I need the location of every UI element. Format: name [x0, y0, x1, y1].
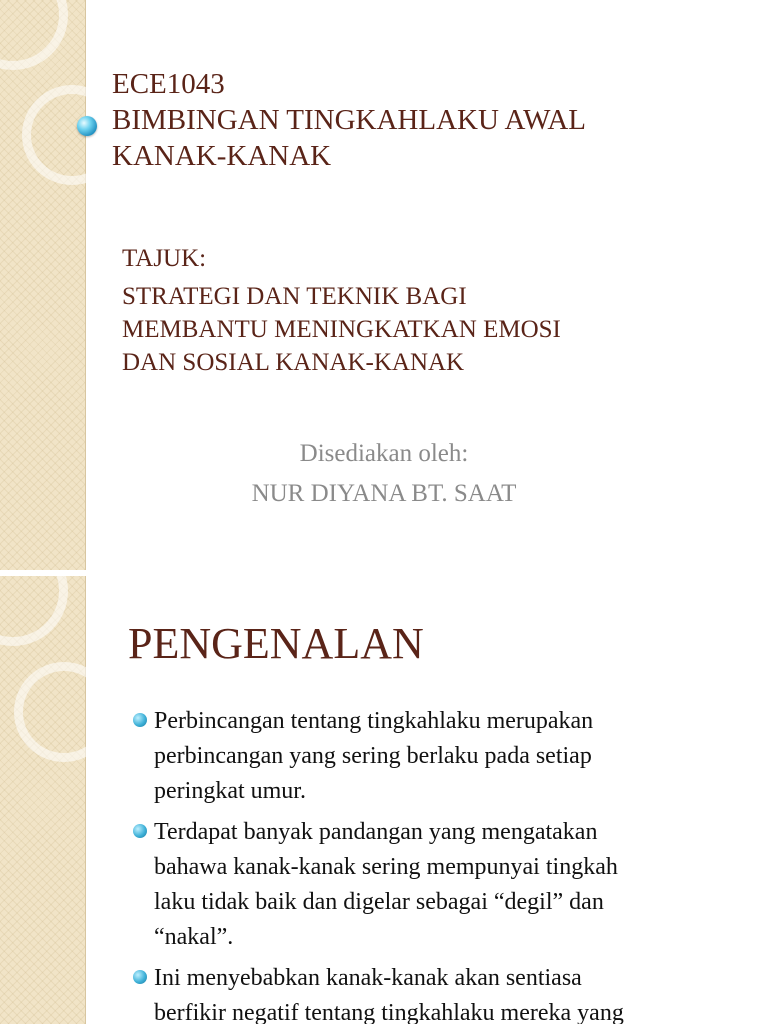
bullet-dot-icon: [133, 713, 147, 727]
decorative-ring: [14, 662, 114, 762]
bullet-line: Ini menyebabkan kanak-kanak akan sentiasa: [154, 965, 582, 991]
bullet-item: [130, 704, 740, 809]
topic-block: [122, 242, 722, 379]
author-name: NUR DIYANA BT. SAAT: [251, 480, 517, 507]
bullet-line: perbincangan yang sering berlaku pada setiap: [154, 743, 592, 769]
accent-orb-icon: [77, 116, 97, 136]
bullet-line: Terdapat banyak pandangan yang mengatakan: [154, 819, 598, 845]
decorative-ring: [22, 85, 122, 185]
decorative-side-band: [0, 0, 86, 570]
topic-line: MEMBANTU MENINGKATKAN EMOSI: [122, 316, 561, 343]
course-name-line-1: BIMBINGAN TINGKAHLAKU AWAL: [112, 104, 586, 136]
topic-line: DAN SOSIAL KANAK-KANAK: [122, 349, 465, 376]
bullet-line: bahawa kanak-kanak sering mempunyai tingkah: [154, 854, 618, 880]
bullet-dot-icon: [133, 970, 147, 984]
bullet-line: peringkat umur.: [154, 778, 306, 804]
bullet-line: laku tidak baik dan digelar sebagai “degil” dan: [154, 889, 604, 915]
introduction-slide: [0, 576, 768, 1024]
decorative-ring: [0, 576, 68, 646]
topic-label: TAJUK:: [122, 245, 207, 272]
bullet-list: [130, 704, 740, 1024]
bullet-dot-icon: [133, 824, 147, 838]
course-title: [112, 66, 732, 174]
author-block: [150, 434, 618, 514]
prepared-by-label: Disediakan oleh:: [299, 440, 469, 467]
bullet-item: [130, 815, 740, 955]
bullet-line: berfikir negatif tentang tingkahlaku mereka yang: [154, 1000, 624, 1024]
course-name-line-2: KANAK-KANAK: [112, 140, 332, 172]
decorative-side-band: [0, 576, 86, 1024]
course-code: ECE1043: [112, 68, 225, 100]
slide-heading: PENGENALAN: [128, 619, 424, 668]
bullet-line: “nakal”.: [154, 924, 234, 950]
bullet-line: Perbincangan tentang tingkahlaku merupakan: [154, 708, 594, 734]
bullet-item: [130, 961, 740, 1024]
decorative-ring: [0, 0, 68, 70]
topic-line: STRATEGI DAN TEKNIK BAGI: [122, 283, 467, 310]
